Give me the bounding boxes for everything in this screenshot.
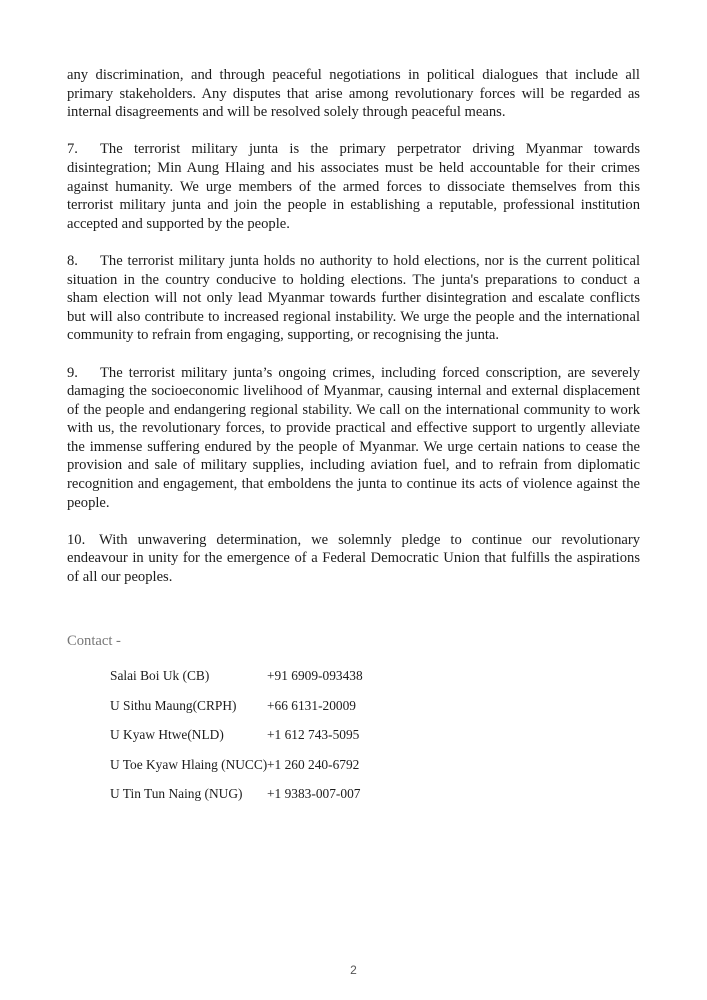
point-number: 10. (67, 531, 86, 548)
contact-list (110, 668, 363, 816)
contact-label: Contact - (67, 633, 121, 649)
point-10 (67, 531, 640, 587)
contact-row (110, 757, 363, 787)
contact-row (110, 786, 363, 816)
contact-phone: +91 6909-093438 (267, 668, 363, 683)
point-text: With unwavering determination, we solemnly pledge to continue our revolutionary endeavour in unity for the emergence of a Federal Democratic Union that fulfills the aspirations of all our peoples. (67, 531, 640, 586)
point-number: 7. (67, 141, 78, 158)
page-number: 2 (350, 963, 357, 977)
contact-phone: +66 6131-20009 (267, 697, 357, 713)
intro-paragraph: any discrimination, and through peaceful negotiations in political dialogues that include all primary stakeholders. Any disputes that arise among revolutionary forces will be regarded as internal disagreements and will be resolved solely through peaceful means. (67, 67, 640, 121)
contact-phone: +1 9383-007-007 (267, 786, 361, 801)
contact-row (110, 727, 363, 757)
point-text: The terrorist military junta holds no authority to hold elections, nor is the current political situation in the country conducive to holding elections. The junta's preparations to conduct a sham election will not only lead Myanmar towards further disintegration and escalate conflicts but will also contribute to increased regional instability. We urge the people and the international community to refrain from engaging, supporting, or recognising the junta. (67, 252, 640, 344)
point-9 (67, 364, 640, 513)
point-7 (67, 140, 640, 233)
contact-name: U Kyaw Htwe(NLD) (110, 727, 224, 742)
statement-body (67, 66, 640, 605)
contact-row (110, 668, 363, 698)
contact-name: Salai Boi Uk (CB) (110, 668, 210, 683)
point-text: The terrorist military junta’s ongoing crimes, including forced conscription, are severely damaging the socioeconomic livelihood of Myanmar, causing internal and external displacement of the people and endangering regional stability. We call on the international community to work with us, the revolutionary forces, to provide practical and effective support to urgently alleviate the immense suffering endured by the people of Myanmar. We urge certain nations to cease the provision and sale of military supplies, including aviation fuel, and to refrain from diplomatic recognition and engagement, that emboldens the junta to continue its acts of violence against the people. (67, 364, 640, 511)
contact-phone: +1 260 240-6792 (267, 756, 360, 772)
point-8 (67, 252, 640, 345)
contact-phone: +1 612 743-5095 (267, 727, 360, 742)
contact-name: U Tin Tun Naing (NUG) (110, 786, 243, 801)
contact-name: U Toe Kyaw Hlaing (NUCC) (110, 756, 268, 772)
point-text: The terrorist military junta is the primary perpetrator driving Myanmar towards disintegration; Min Aung Hlaing and his associates must be held accountable for their crimes against humanity. We urge members of the armed forces to dissociate themselves from this terrorist military junta and join the people in establishing a reputable, professional institution accepted and supported by the people. (67, 141, 640, 232)
contact-name: U Sithu Maung(CRPH) (110, 697, 237, 713)
point-number: 9. (67, 364, 78, 381)
point-number: 8. (67, 252, 78, 269)
contact-row (110, 698, 363, 728)
